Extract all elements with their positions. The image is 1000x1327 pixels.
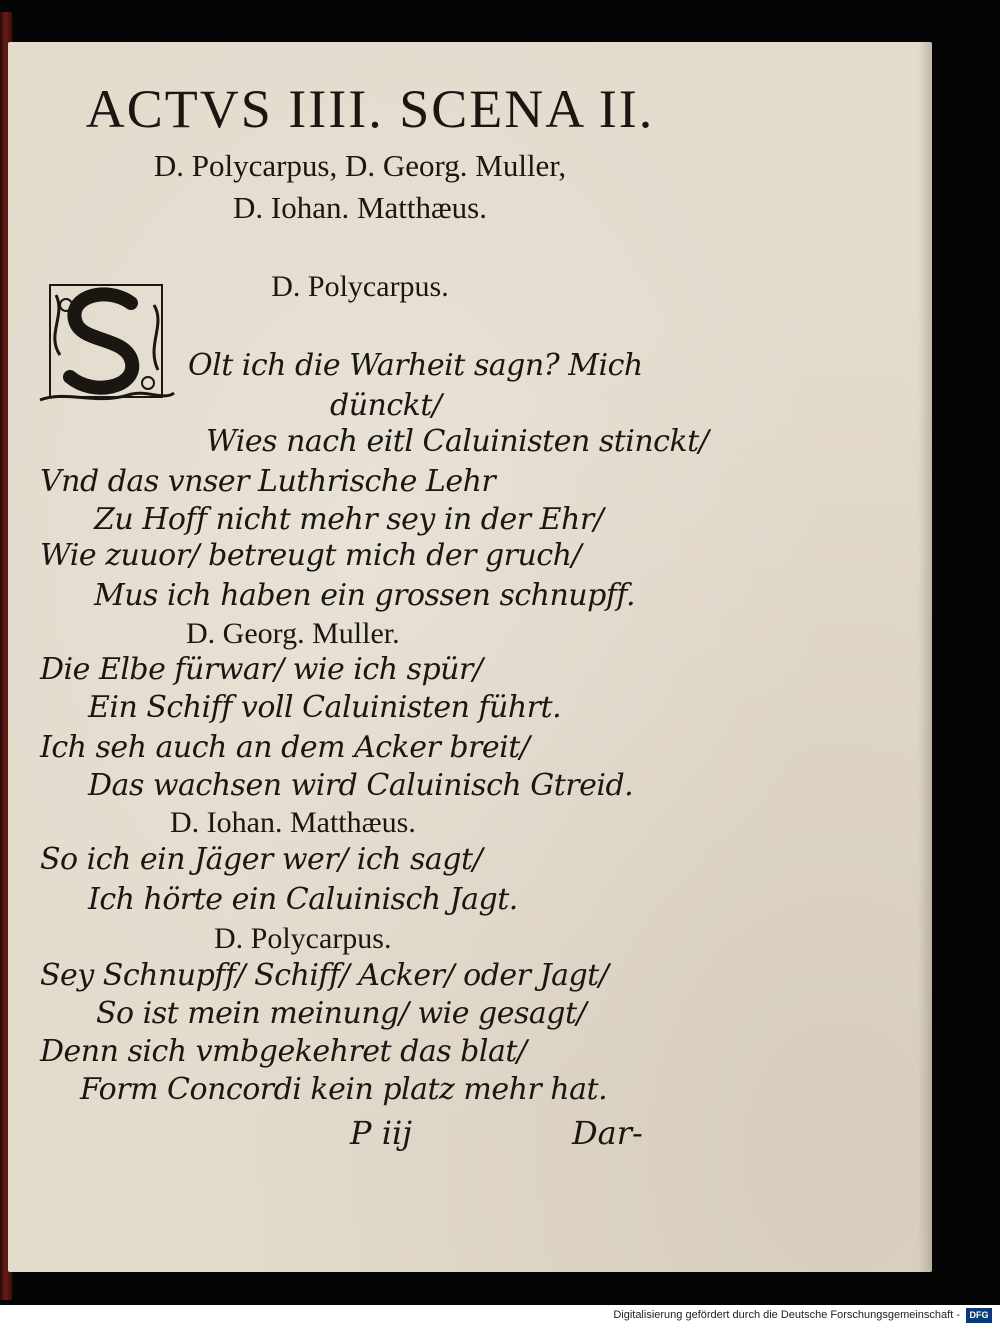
speaker-heading-muller: D. Georg. Muller.: [186, 617, 400, 650]
speaker-heading-polycarpus: D. Polycarpus.: [271, 270, 449, 303]
speaker-list-line-1: D. Polycarpus, D. Georg. Muller,: [153, 148, 567, 183]
verse-line: So ist mein meinung/ wie gesagt/: [96, 996, 587, 1031]
verse-line: Olt ich die Warheit sagn? Mich: [188, 348, 643, 383]
signature-mark: P iij: [350, 1114, 413, 1152]
verse-line: Sey Schnupff/ Schiff/ Acker/ oder Jagt/: [40, 958, 609, 993]
scene-heading: ACTVS IIII. SCENA II.: [85, 79, 655, 139]
dfg-logo-icon: DFG: [966, 1308, 992, 1323]
verse-line: Mus ich haben ein grossen schnupff.: [94, 578, 636, 613]
verse-line: Wie zuuor/ betreugt mich der gruch/: [40, 538, 582, 573]
verse-line: Die Elbe fürwar/ wie ich spür/: [40, 652, 483, 687]
verse-line: Das wachsen wird Caluinisch Gtreid.: [88, 768, 634, 803]
verse-line: Form Concordi kein platz mehr hat.: [80, 1072, 608, 1107]
verse-line: So ich ein Jäger wer/ ich sagt/: [40, 842, 483, 877]
verse-line: Denn sich vmbgekehret das blat/: [40, 1034, 527, 1069]
verse-line: Zu Hoff nicht mehr sey in der Ehr/: [94, 502, 604, 537]
speaker-heading-matthaeus: D. Iohan. Matthæus.: [170, 806, 416, 839]
funding-footer: [0, 1305, 1000, 1327]
verse-line: Ich seh auch an dem Acker breit/: [40, 730, 530, 765]
verse-line: Wies nach eitl Caluinisten stinckt/: [206, 424, 709, 459]
verse-line: Ich hörte ein Caluinisch Jagt.: [88, 882, 518, 917]
verse-line: Ein Schiff voll Caluinisten führt.: [88, 690, 562, 725]
decorated-initial-s-icon: [36, 275, 176, 410]
catchword: Dar-: [572, 1114, 643, 1152]
funding-text: Digitalisierung gefördert durch die Deutsche Forschungsgemeinschaft -: [613, 1309, 960, 1321]
verse-line: Vnd das vnser Luthrische Lehr: [40, 464, 496, 499]
speaker-heading-polycarpus-2: D. Polycarpus.: [214, 922, 392, 955]
page-edge-shadow: [918, 42, 932, 1272]
verse-line: dünckt/: [330, 388, 442, 423]
speaker-list-line-2: D. Iohan. Matthæus.: [232, 190, 487, 225]
